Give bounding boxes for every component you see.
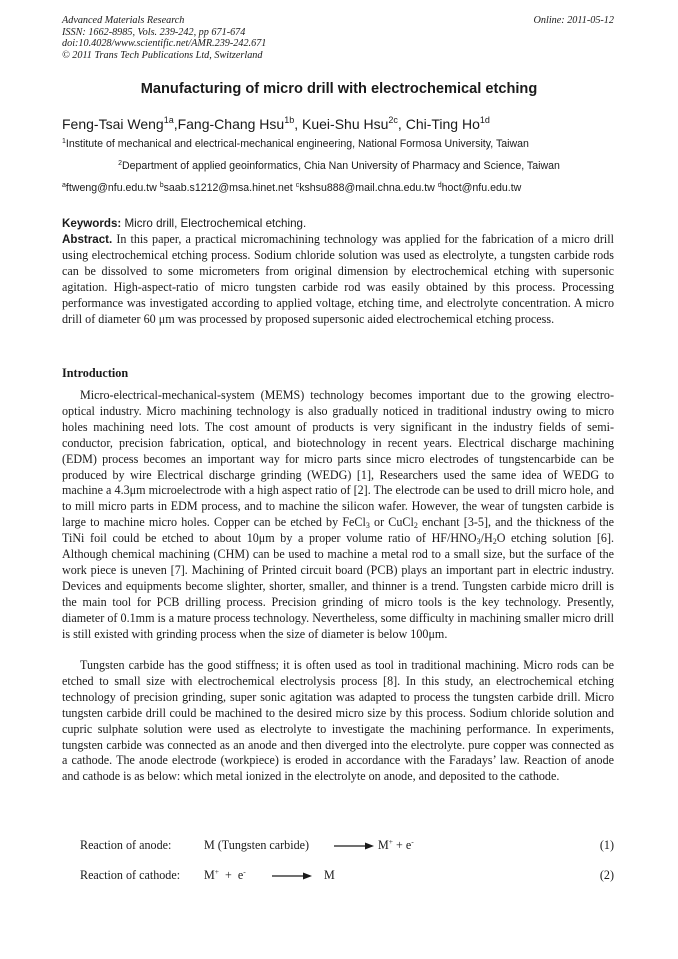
email-link[interactable]: kshsu888@mail.chna.edu.tw [299, 182, 438, 194]
keywords [62, 217, 306, 230]
section-heading: Introduction [62, 366, 129, 380]
equation-number: (1) [599, 838, 614, 852]
equation-label: Reaction of anode: [80, 838, 172, 852]
equation-rhs: M+ + e- [378, 837, 414, 852]
email-link[interactable]: hoct@nfu.edu.tw [441, 182, 522, 194]
keywords-label: Keywords: [62, 217, 122, 230]
author-mark: 1b [284, 115, 295, 125]
reaction-arrow-icon [272, 871, 312, 881]
online-date: Online: 2011-05-12 [533, 15, 614, 26]
email-link[interactable]: ftweng@nfu.edu.tw [65, 182, 160, 194]
equation-anode [80, 838, 614, 858]
equation-rhs: M [324, 868, 335, 882]
abstract [62, 232, 614, 327]
running-header [62, 15, 266, 61]
paper-title: Manufacturing of micro drill with electrochemical etching [140, 81, 538, 97]
equation-label: Reaction of cathode: [80, 868, 181, 882]
equation-lhs: M+ + e- [204, 867, 246, 882]
abstract-label: Abstract. [62, 233, 113, 246]
email-list: $^a$ftweng@nfu.edu.tw $^b$saab.s1212@msa.hinet.net $^c$kshsu888@mail.chna.edu.tw $^d$hoct@nfu.edu.tw [62, 182, 522, 194]
author-name: Feng-Tsai Weng [62, 116, 164, 132]
keywords-text: Micro drill, Electrochemical etching. [121, 217, 307, 230]
author-mark: 1d [479, 115, 490, 125]
abstract-text: In this paper, a practical micromachining technology was applied for the fabrication of a micro drill using electrochemical etching process. Sodium chloride solution was used as electrolyte, a tungsten carbide rods can be dissolved to some micrometers from original dimension by electrochemical etching with supersonic agitation. High-aspect-ratio of micro tungsten carbide rod was easily obtained by this process. Processing performance was investigated according to applied voltage, etching time, and electrolyte concentration. A micro drill of diameter 60 μm was processed by proposed supersonic aided electrochemical etching process. [62, 232, 614, 326]
author-name: Kuei-Shu Hsu [302, 116, 389, 132]
issn-line: ISSN: 1662-8985, Vols. 239-242, pp 671-674 [62, 26, 246, 38]
equation-cathode [80, 868, 614, 888]
author-name: Chi-Ting Ho [405, 116, 480, 132]
intro-paragraph-1: Micro-electrical-mechanical-system (MEMS) technology becomes important due to the growing electro-optical industry. Micro machining technology is also gradually noticed in traditional industry owing to micro holes machining need lots. The cost amount of products is very significant in the industry fields of semi-conductor, precision fabrication, optical, and biotechnology in recent years. Electrical discharge machining (EDM) process becomes an important way for micro parts since micro electrodes of tungstencarbide can be produced by wire Electrical discharge grinding (WEDG) [1], Researchers used the same idea of WEDG to machine a 4.3μm microelectrode with a high aspect ratio of [2]. The electrode can be used to drill micro hole, and to mill micro parts in EDM process, and to machine the silicon wafer. However, the wear of tungsten carbide is large to machine micro holes. Copper can be etched by FeCl$_3$ or CuCl$_2$ enchant [3-5], and the thickness of the TiNi foil could be etched to about 10μm by a proper volume ratio of $HF/HNO_3/H_2O$ etching solution [6]. Although chemical machining (CHM) can be used to machine a metal rod to a small size, but the surface of the work piece is uneven [7]. Machining of Printed circuit board (PCB) plays an important part in electric industry. Devices and equipments become slighter, shorter, smaller, and thinner is a trend. Tungsten carbide micro drill is the main tool for PCB drilling process. Precision grinding of micro tools is the key technology. Presently, diameter of 0.1mm is a mature process technology. Nevertheless, some difficulty in machining smaller micro drill is still existed with grinding process when the size of diameter is below 100μm. [62, 388, 615, 641]
journal-name: Advanced Materials Research [62, 15, 185, 26]
email-link[interactable]: saab.s1212@msa.hinet.net [163, 182, 296, 194]
doi-line: doi:10.4028/www.scientific.net/AMR.239-242.671 [62, 38, 267, 50]
affiliation-1: $^1$Institute of mechanical and electrical-mechanical engineering, National Formosa University, Taiwan [62, 138, 529, 150]
equation-number: (2) [599, 868, 614, 882]
author-mark: 2c [388, 115, 398, 125]
author-list: Feng-Tsai Weng$^{1a}$,Fang-Chang Hsu$^{1b}$, Kuei-Shu Hsu$^{2c}$, Chi-Ting $Ho^{1d}$ [62, 115, 490, 132]
intro-paragraph-2: Tungsten carbide has the good stiffness; it is often used as tool in traditional machining. Micro rods can be etched to small size with electrochemical electrolysis process [8]. In this study, an electrochemical etching technology of precision grinding, super sonic agitation was adapted to process the tungsten carbide drill. Micro tungsten carbide drill could be machined to the desired micro size by this process. Sodium chloride solution and cupric sulphate solution were used as electrolyte to investigate the machining performance. In experiments, tungsten carbide was connected as an anode and then diverged into the electrolyte. pure copper was connected as a cathode. The anode electrode (workpiece) is eroded in accordance with the Faradays’ law. Reaction of anode and cathode is as below: which metal ionized in the electrolyte on anode, and deposited to the cathode. [62, 658, 614, 784]
author-name: Fang-Chang Hsu [177, 116, 285, 132]
author-mark: 1a [163, 115, 174, 125]
copyright-line: © 2011 Trans Tech Publications Ltd, Switzerland [62, 49, 263, 61]
affiliation-2: $^2$Department of applied geoinformatics, Chia Nan University of Pharmacy and Science, Taiwan [118, 160, 560, 172]
equation-lhs: M (Tungsten carbide) [204, 838, 310, 852]
reaction-arrow-icon [334, 841, 374, 851]
